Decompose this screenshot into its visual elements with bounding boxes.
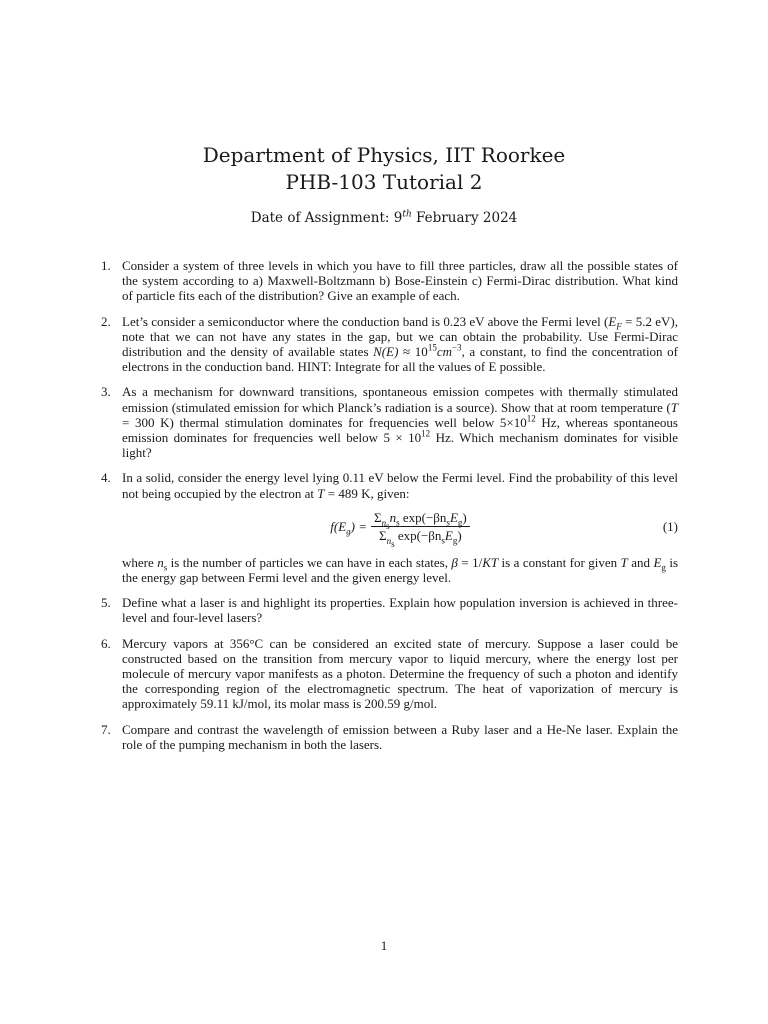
question-number: 6. <box>101 635 111 651</box>
question-6 <box>101 635 678 712</box>
question-text: In a solid, consider the energy level lying 0.11 eV below the Fermi level. Find the probability of this level not being occupied by the electron at T = 489 K, given: <box>122 470 678 501</box>
question-number: 1. <box>101 258 111 273</box>
question-number: 5. <box>101 595 111 611</box>
equation-number: (1) <box>662 518 678 534</box>
page-number: 1 <box>380 938 388 953</box>
question-number: 4. <box>101 470 111 486</box>
tutorial-title: PHB-103 Tutorial 2 <box>285 170 483 194</box>
question-1 <box>101 258 678 304</box>
question-4 <box>101 470 678 586</box>
fraction-numerator: $\Sigma_{n_s}n_s$ $\exp(-\beta n_sE_g)$ <box>371 510 470 527</box>
question-text: Mercury vapors at 356°C can be considered an excited state of mercury. Suppose a laser could be constructed based on the transition from mercury vapor to liquid mercury, where the energy lost per molecule of mercury vapor manifests as a photon. Determine the frequency of such a photon and identify the corresponding region of the electromagnetic spectrum. The heat of vaporization of mercury is approximately 59.11 kJ/mol, its molar mass is 200.59 g/mol. <box>122 635 678 712</box>
question-number: 3. <box>101 384 111 400</box>
equation-lhs: $f(E_g)$ = <box>330 519 368 537</box>
question-text: Define what a laser is and highlight its properties. Explain how population inversion is achieved in three-level and four-level lasers? <box>122 595 678 626</box>
question-list <box>101 258 679 762</box>
question-text: Consider a system of three levels in which you have to fill three particles, draw all the possible states of the system according to a) Maxwell-Boltzmann b) Bose-Einstein c) Fermi-Dirac distribution. What kind of particle fits each of the distribution? Give an example of each. <box>122 258 678 304</box>
question-text: As a mechanism for downward transitions, spontaneous emission competes with thermally stimulated emission (stimulated emission for which Planck’s radiation is a source). Show that at room temperature (T = 300 K) thermal stimulation dominates for frequencies well below $5\times 10^{12}$ Hz, whereas spontaneous emission dominates for frequencies well below $5 \times 10^{12}$ Hz. Which mechanism dominates for visible light? <box>122 384 678 461</box>
question-2 <box>101 313 679 375</box>
equation-fraction <box>371 509 470 549</box>
question-5 <box>101 595 678 626</box>
fraction-denominator: $\Sigma_{n_s}$ $\exp(-\beta n_sE_g)$ <box>379 528 462 549</box>
question-text: Compare and contrast the wavelength of emission between a Ruby laser and a He-Ne laser. Explain the role of the pumping mechanism in both the lasers. <box>122 721 678 752</box>
question-number: 2. <box>101 313 111 329</box>
question-number: 7. <box>101 721 111 737</box>
question-text-continued: where $n_s$ is the number of particles we can have in each states, β = 1/KT is a constant for given T and $E_g$ is the energy gap between Fermi level and the given energy level. <box>122 554 678 586</box>
question-text: Let’s consider a semiconductor where the conduction band is 0.23 eV above the Fermi level ($E_F = 5.2$ eV), note that we can not have any states in the gap, but we can obtain the probability. Use Fermi-Dirac distribution and the density of available states $N(E) \approx 10^{15}cm^{-3}$, a constant, to find the concentration of electrons in the conduction band. HINT: Integrate for all the values of E possible. <box>122 313 679 375</box>
question-7 <box>101 721 678 752</box>
department-title: Department of Physics, IIT Roorkee <box>202 143 566 167</box>
equation-1 <box>122 507 678 547</box>
assignment-date: Date of Assignment: 9th February 2024 <box>250 209 518 226</box>
question-3 <box>101 384 678 461</box>
